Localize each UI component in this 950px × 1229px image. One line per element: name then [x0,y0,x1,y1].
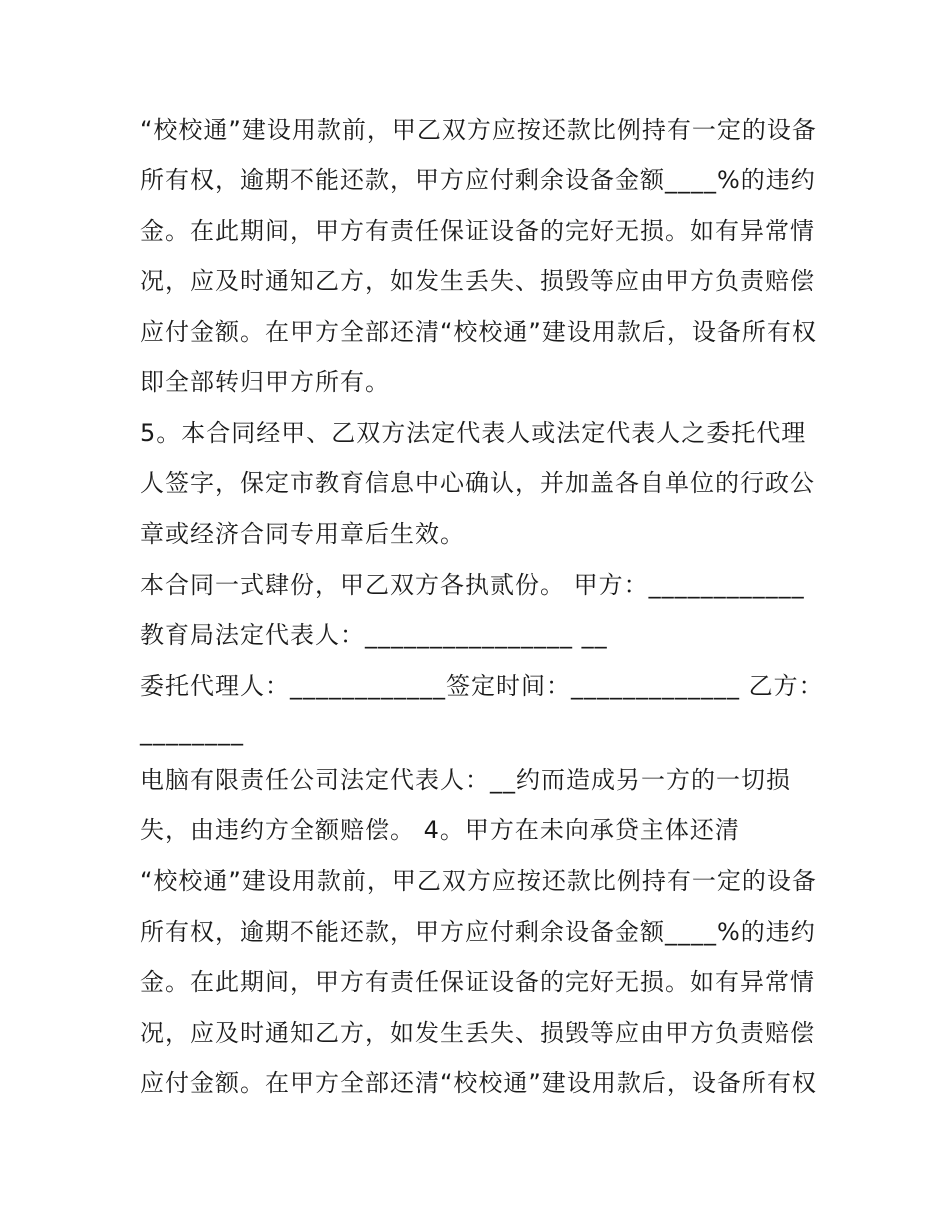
text-line: 人签字，保定市教育信息中心确认，并加盖各自单位的行政公 [140,469,815,497]
text-line: 委托代理人：____________签定时间：_____________ 乙方： [140,672,824,700]
text-line: 即全部转归甲方所有。 [140,368,390,396]
text-line: 教育局法定代表人：________________ __ [140,621,608,649]
text-line: 应付金额。在甲方全部还清“校校通”建设用款后，设备所有权 [140,1069,817,1097]
text-line: 5。本合同经甲、乙双方法定代表人或法定代表人之委托代理 [140,419,807,447]
text-line: 应付金额。在甲方全部还清“校校通”建设用款后，设备所有权 [140,318,817,346]
text-line: 所有权，逾期不能还款，甲方应付剩余设备金额____%的违约 [140,166,816,194]
text-line: 章或经济合同专用章后生效。 [140,520,465,548]
text-line: ________ [140,718,244,746]
text-line: 金。在此期间，甲方有责任保证设备的完好无损。如有异常情 [140,217,815,245]
text-line: 电脑有限责任公司法定代表人：__约而造成另一方的一切损 [140,766,791,794]
text-line: 失，由违约方全额赔偿。 4。甲方在未向承贷主体还清 [140,816,740,844]
text-line: 本合同一式肆份，甲乙双方各执贰份。 甲方：____________ [140,571,805,599]
text-line: 况，应及时通知乙方，如发生丢失、损毁等应由甲方负责赔偿 [140,1019,815,1047]
text-line: “校校通”建设用款前，甲乙双方应按还款比例持有一定的设备 [140,116,817,144]
text-line: 况，应及时通知乙方，如发生丢失、损毁等应由甲方负责赔偿 [140,267,815,295]
text-line: “校校通”建设用款前，甲乙双方应按还款比例持有一定的设备 [140,867,817,895]
text-line: 所有权，逾期不能还款，甲方应付剩余设备金额____%的违约 [140,918,816,946]
text-line: 金。在此期间，甲方有责任保证设备的完好无损。如有异常情 [140,968,815,996]
